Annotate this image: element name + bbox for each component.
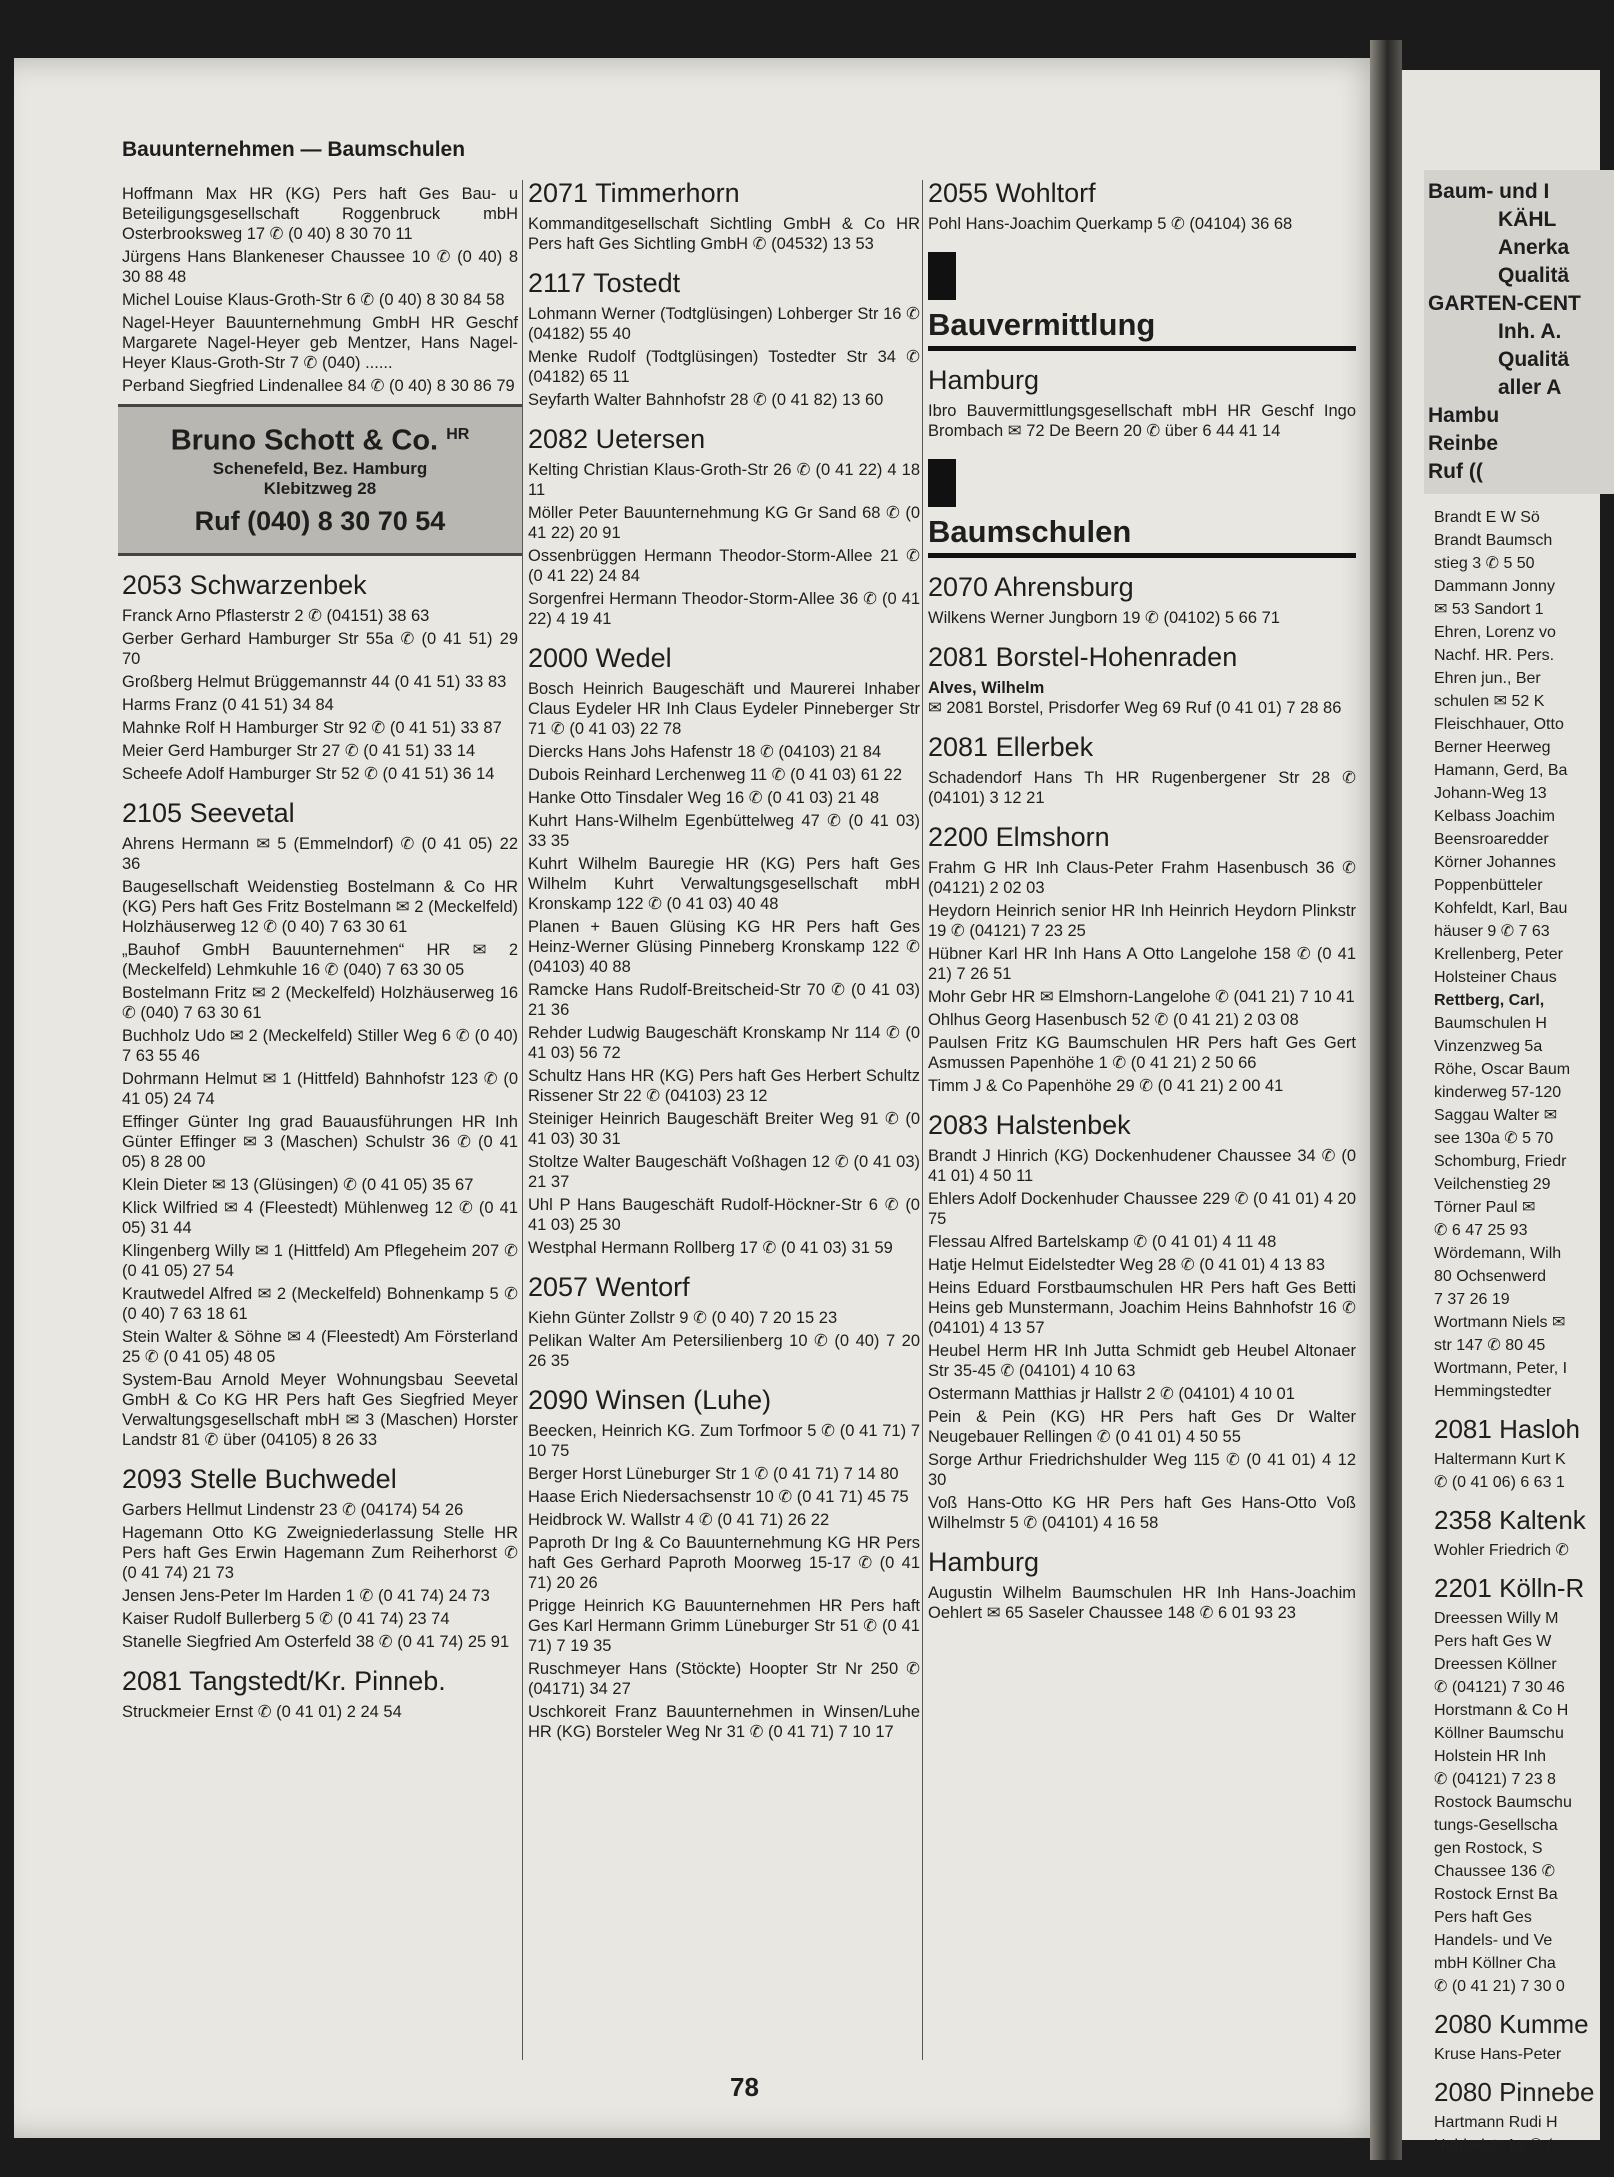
directory-entry: Effinger Günter Ing grad Bauausführungen HR Inh Günter Effinger ✉ 3 (Maschen) Schulstr 36 ✆ (0 41 05) 8 28 00 bbox=[122, 1112, 518, 1171]
directory-entry: Scheefe Adolf Hamburger Str 52 ✆ (0 41 51) 36 14 bbox=[122, 764, 495, 783]
directory-entry: Heins Eduard Forstbaumschulen HR Pers haft Ges Betti Heins geb Munstermann, Joachim Heins Bahnhofstr 16 ✆ (04101) 4 13 57 bbox=[928, 1279, 1356, 1337]
directory-entry: Seyfarth Walter Bahnhofstr 28 ✆ (0 41 82) 13 60 bbox=[528, 391, 884, 409]
directory-entry: Törner Paul ✉ bbox=[1434, 1199, 1536, 1216]
directory-entry: Mohr Gebr HR ✉ Elmshorn-Langelohe ✆ (041 21) 7 10 41 bbox=[928, 988, 1355, 1006]
directory-entry: Krellenberg, Peter bbox=[1434, 946, 1563, 963]
city-heading: 2000 Wedel bbox=[528, 643, 672, 673]
directory-entry: Bostelmann Fritz ✉ 2 (Meckelfeld) Holzhäuserweg 16 ✆ (040) 7 63 30 61 bbox=[122, 983, 518, 1022]
directory-entry: Nachf. HR. Pers. bbox=[1434, 647, 1555, 664]
ad-name-suffix: HR bbox=[446, 426, 470, 443]
directory-entry: Klingenberg Willy ✉ 1 (Hittfeld) Am Pflegeheim 207 ✆ (0 41 05) 27 54 bbox=[122, 1241, 518, 1280]
city-heading: 2201 Kölln-R bbox=[1434, 1573, 1585, 1603]
directory-entry: Hamann, Gerd, Ba bbox=[1434, 762, 1568, 779]
city-heading: 2081 Tangstedt/Kr. Pinneb. bbox=[122, 1665, 446, 1696]
ad-line: Qualitä bbox=[1498, 348, 1570, 371]
facing-page bbox=[1398, 70, 1600, 2154]
city-heading: 2082 Uetersen bbox=[528, 424, 706, 454]
directory-entry: Uhl P Hans Baugeschäft Rudolf-Höckner-Str 6 ✆ (0 41 03) 25 30 bbox=[528, 1196, 920, 1234]
directory-entry: Holsteiner Chaus bbox=[1434, 969, 1557, 986]
directory-entry: Beecken, Heinrich KG. Zum Torfmoor 5 ✆ (0 41 71) 7 10 75 bbox=[528, 1422, 920, 1460]
directory-entry: Menke Rudolf (Todtglüsingen) Tostedter Str 34 ✆ (04182) 65 11 bbox=[528, 348, 920, 386]
directory-entry: mbH Köllner Cha bbox=[1434, 1955, 1556, 1972]
ad-line: Hambu bbox=[1428, 404, 1500, 427]
column-rule bbox=[922, 180, 923, 2060]
directory-entry: Stoltze Walter Baugeschäft Voßhagen 12 ✆ (0 41 03) 21 37 bbox=[528, 1153, 920, 1191]
directory-entry: Uschkoreit Franz Bauunternehmen in Winsen/Luhe HR (KG) Borsteler Weg Nr 31 ✆ (0 41 71) 7 10 17 bbox=[528, 1703, 920, 1741]
directory-entry: Brandt Baumsch bbox=[1434, 532, 1553, 549]
directory-entry: ✆ (0 41 21) 7 30 0 bbox=[1434, 1978, 1565, 1995]
facing-page-ad bbox=[1424, 170, 1614, 494]
directory-entry: ✆ (04121) 7 30 46 bbox=[1434, 1679, 1565, 1696]
ad-phone: Ruf (040) 8 30 70 54 bbox=[194, 505, 446, 536]
directory-entry: Klein Dieter ✉ 13 (Glüsingen) ✆ (0 41 05) 35 67 bbox=[122, 1175, 474, 1194]
directory-entry: Pein & Pein (KG) HR Pers haft Ges Dr Walter Neugebauer Rellingen ✆ (0 41 01) 4 50 55 bbox=[928, 1408, 1356, 1446]
directory-entry: Horstmann & Co H bbox=[1434, 1702, 1569, 1719]
ad-address: Klebitzweg 28 bbox=[263, 478, 377, 498]
directory-entry: Heydorn Heinrich senior HR Inh Heinrich Heydorn Plinkstr 19 ✆ (04121) 7 23 25 bbox=[928, 902, 1356, 940]
city-heading: 2080 Kumme bbox=[1434, 2009, 1589, 2039]
directory-entry: Schadendorf Hans Th HR Rugenbergener Str 28 ✆ (04101) 3 12 21 bbox=[928, 769, 1356, 807]
directory-entry: Meier Gerd Hamburger Str 27 ✆ (0 41 51) 33 14 bbox=[122, 741, 476, 760]
page-number: 78 bbox=[730, 2072, 759, 2102]
directory-entry: Stein Walter & Söhne ✉ 4 (Fleestedt) Am Försterland 25 ✆ (0 41 05) 48 05 bbox=[122, 1327, 518, 1366]
city-heading: 2070 Ahrensburg bbox=[928, 572, 1134, 602]
directory-entry: Heidbrock W. Wallstr 4 ✆ (0 41 71) 26 22 bbox=[528, 1511, 830, 1529]
directory-entry: Schultz Hans HR (KG) Pers haft Ges Herbert Schultz Rissener Str 22 ✆ (04103) 23 12 bbox=[528, 1067, 920, 1105]
ad-line: GARTEN-CENT bbox=[1428, 292, 1581, 315]
city-heading: 2093 Stelle Buchwedel bbox=[122, 1463, 397, 1494]
directory-entry: Wortmann, Peter, I bbox=[1434, 1360, 1568, 1377]
city-heading: 2090 Winsen (Luhe) bbox=[528, 1385, 772, 1415]
section-title: Bauvermittlung bbox=[928, 308, 1356, 351]
directory-entry: Hoffmann Max HR (KG) Pers haft Ges Bau- u Beteiligungsgesellschaft Roggenbruck mbH Osterbrooksweg 17 ✆ (0 40) 8 30 70 11 bbox=[122, 185, 518, 243]
section-title: Baumschulen bbox=[928, 515, 1356, 558]
directory-entry: Berger Horst Lüneburger Str 1 ✆ (0 41 71) 7 14 80 bbox=[528, 1465, 899, 1483]
directory-entry: Mahnke Rolf H Hamburger Str 92 ✆ (0 41 51) 33 87 bbox=[122, 718, 502, 737]
directory-entry: Sorge Arthur Friedrichshulder Weg 115 ✆ (0 41 01) 4 12 30 bbox=[928, 1451, 1356, 1489]
section-marker bbox=[928, 459, 956, 507]
directory-entry: Fleischhauer, Otto bbox=[1434, 716, 1564, 733]
city-heading: Hamburg bbox=[928, 365, 1040, 395]
directory-entry: Pelikan Walter Am Petersilienberg 10 ✆ (0 40) 7 20 26 35 bbox=[528, 1332, 920, 1370]
city-heading: 2081 Hasloh bbox=[1434, 1414, 1580, 1444]
ad-line: Inh. A. bbox=[1498, 320, 1562, 343]
city-heading: 2057 Wentorf bbox=[528, 1272, 690, 1302]
directory-entry: kinderweg 57-120 bbox=[1434, 1084, 1562, 1101]
ad-line: aller A bbox=[1498, 376, 1562, 399]
directory-entry: Flessau Alfred Bartelskamp ✆ (0 41 01) 4 11 48 bbox=[928, 1233, 1277, 1251]
directory-entry: Pers haft Ges W bbox=[1434, 1633, 1552, 1650]
directory-entry: Kommanditgesellschaft Sichtling GmbH & Co HR Pers haft Ges Sichtling GmbH ✆ (04532) 13 53 bbox=[528, 215, 920, 253]
directory-entry: ✆ (04121) 7 23 8 bbox=[1434, 1771, 1556, 1788]
directory-entry: 7 37 26 19 bbox=[1434, 1291, 1510, 1308]
running-head: Bauunternehmen — Baumschulen bbox=[122, 138, 466, 161]
directory-entry: Dreessen Willy M bbox=[1434, 1610, 1559, 1627]
directory-entry: Körner Johannes bbox=[1434, 854, 1556, 871]
directory-entry: Rehder Ludwig Baugeschäft Kronskamp Nr 114 ✆ (0 41 03) 56 72 bbox=[528, 1024, 920, 1062]
directory-entry: gen Rostock, S bbox=[1434, 1840, 1543, 1857]
directory-entry: Hanke Otto Tinsdaler Weg 16 ✆ (0 41 03) 21 48 bbox=[528, 789, 880, 807]
directory-entry: Hagemann Otto KG Zweigniederlassung Stelle HR Pers haft Ges Erwin Hagemann Zum Reiherhorst ✆ (0 41 74) 21 73 bbox=[122, 1523, 518, 1582]
city-heading: 2117 Tostedt bbox=[528, 268, 681, 298]
directory-entry: Saggau Walter ✉ bbox=[1434, 1107, 1558, 1124]
directory-entry-bold: Rettberg, Carl, bbox=[1434, 992, 1545, 1009]
directory-entry: Hemmingstedter bbox=[1434, 1383, 1552, 1400]
directory-entry: Stanelle Siegfried Am Osterfeld 38 ✆ (0 41 74) 25 91 bbox=[122, 1632, 510, 1651]
directory-entry: Jürgens Hans Blankeneser Chaussee 10 ✆ (0 40) 8 30 88 48 bbox=[122, 248, 518, 286]
directory-entry: Prigge Heinrich KG Bauunternehmen HR Pers haft Ges Karl Hermann Grimm Lüneburger Str 51 ✆ (0 41 71) 7 19 35 bbox=[528, 1597, 920, 1655]
ad-line: Qualitä bbox=[1498, 264, 1570, 287]
directory-entry: Veilchenstieg 29 bbox=[1434, 1176, 1551, 1193]
directory-entry: Harms Franz (0 41 51) 34 84 bbox=[122, 695, 334, 714]
directory-entry: ✆ 6 47 25 93 bbox=[1434, 1222, 1528, 1239]
directory-entry: „Bauhof GmbH Bauunternehmen“ HR ✉ 2 (Meckelfeld) Lehmkuhle 16 ✆ (040) 7 63 30 05 bbox=[122, 940, 518, 979]
directory-entry: Chaussee 136 ✆ bbox=[1434, 1863, 1556, 1880]
directory-entry: Baumschulen H bbox=[1434, 1015, 1547, 1032]
directory-entry: Kuhrt Hans-Wilhelm Egenbüttelweg 47 ✆ (0 41 03) 33 35 bbox=[528, 812, 920, 850]
column-3 bbox=[928, 176, 1356, 1626]
directory-entry: Pohl Hans-Joachim Querkamp 5 ✆ (04104) 36 68 bbox=[928, 215, 1293, 233]
directory-entry: Röhe, Oscar Baum bbox=[1434, 1061, 1571, 1078]
ad-line: Baum- und I bbox=[1428, 180, 1550, 203]
ad-line: Reinbe bbox=[1428, 432, 1499, 455]
column-rule bbox=[522, 180, 523, 2060]
directory-entry: tungs-Gesellscha bbox=[1434, 1817, 1558, 1834]
directory-entry: Steiniger Heinrich Baugeschäft Breiter Weg 91 ✆ (0 41 03) 30 31 bbox=[528, 1110, 920, 1148]
city-heading: 2071 Timmerhorn bbox=[528, 178, 740, 208]
directory-entry: Timm J & Co Papenhöhe 29 ✆ (0 41 21) 2 00 41 bbox=[928, 1077, 1284, 1095]
directory-entry: Krautwedel Alfred ✉ 2 (Meckelfeld) Bohnenkamp 5 ✆ (0 40) 7 63 18 61 bbox=[122, 1284, 518, 1323]
ad-line: KÄHL bbox=[1498, 208, 1557, 231]
directory-entry: Hatje Helmut Eidelstedter Weg 28 ✆ (0 41 01) 4 13 83 bbox=[928, 1256, 1325, 1274]
section-heading bbox=[928, 252, 1356, 351]
directory-entry: Kuhrt Wilhelm Bauregie HR (KG) Pers haft Ges Wilhelm Kuhrt Verwaltungsgesellschaft mbH Kronskamp 122 ✆ (0 41 03) 40 48 bbox=[528, 855, 920, 913]
directory-entry: Michel Louise Klaus-Groth-Str 6 ✆ (0 40) 8 30 84 58 bbox=[122, 291, 505, 309]
ad-name-text: Bruno Schott & Co. bbox=[170, 424, 439, 457]
ad-company-name bbox=[126, 417, 514, 459]
entry-name: Alves, Wilhelm bbox=[928, 679, 1045, 697]
directory-entry: Kruse Hans-Peter bbox=[1434, 2046, 1562, 2063]
directory-entry: Westphal Hermann Rollberg 17 ✆ (0 41 03) 31 59 bbox=[528, 1239, 893, 1257]
directory-entry bbox=[928, 678, 1356, 718]
ad-address: Schenefeld, Bez. Hamburg bbox=[212, 458, 428, 478]
directory-entry: Brandt J Hinrich (KG) Dockenhudener Chaussee 34 ✆ (0 41 01) 4 50 11 bbox=[928, 1147, 1356, 1185]
directory-entry: Wilkens Werner Jungborn 19 ✆ (04102) 5 66 71 bbox=[928, 609, 1280, 627]
directory-entry: Nagel-Heyer Bauunternehmung GmbH HR Geschf Margarete Nagel-Heyer geb Mentzer, Hans Nagel-Heyer Klaus-Groth-Str 7 ✆ (040) ...... bbox=[122, 314, 518, 372]
directory-entry: Möller Peter Bauunternehmung KG Gr Sand 68 ✆ (0 41 22) 20 91 bbox=[528, 504, 920, 542]
directory-entry: Ruschmeyer Hans (Stöckte) Hoopter Str Nr 250 ✆ (04171) 34 27 bbox=[528, 1660, 920, 1698]
directory-entry: Ossenbrüggen Hermann Theodor-Storm-Allee 21 ✆ (0 41 22) 24 84 bbox=[528, 547, 920, 585]
entry-details: ✉ 2081 Borstel, Prisdorfer Weg 69 Ruf (0 41 01) 7 28 86 bbox=[928, 699, 1342, 717]
directory-entry: Dohrmann Helmut ✉ 1 (Hittfeld) Bahnhofstr 123 ✆ (0 41 05) 24 74 bbox=[122, 1069, 518, 1108]
directory-entry: Kelbass Joachim bbox=[1434, 808, 1555, 825]
column-2 bbox=[528, 176, 920, 1745]
section-marker bbox=[928, 252, 956, 300]
directory-entry: Bosch Heinrich Baugeschäft und Maurerei Inhaber Claus Eydeler HR Inh Claus Eydeler Pinneberger Str 71 ✆ (0 41 03) 22 78 bbox=[528, 680, 920, 738]
directory-entry: Schomburg, Friedr bbox=[1434, 1153, 1567, 1170]
directory-entry: Großberg Helmut Brüggemannstr 44 (0 41 51) 33 83 bbox=[122, 672, 507, 691]
directory-entry: str 147 ✆ 80 45 bbox=[1434, 1337, 1546, 1354]
directory-entry: 80 Ochsenwerd bbox=[1434, 1268, 1547, 1285]
directory-entry: Hartmann Rudi H bbox=[1434, 2114, 1558, 2131]
city-heading: Hamburg bbox=[928, 1547, 1040, 1577]
directory-entry: Pers haft Ges bbox=[1434, 1909, 1532, 1926]
directory-entry: schulen ✉ 52 K bbox=[1434, 693, 1545, 710]
directory-entry: Dreessen Köllner bbox=[1434, 1656, 1557, 1673]
directory-entry: Kelting Christian Klaus-Groth-Str 26 ✆ (0 41 22) 4 18 11 bbox=[528, 461, 920, 499]
ad-line: Ruf (( bbox=[1428, 460, 1483, 483]
directory-entry: Ehren, Lorenz vo bbox=[1434, 624, 1556, 641]
directory-entry: Brandt E W Sö bbox=[1434, 509, 1540, 526]
directory-entry: Vinzenzweg 5a bbox=[1434, 1038, 1543, 1055]
directory-entry: Hebbelstr 1a ✆ ( bbox=[1434, 2137, 1553, 2154]
directory-entry: Paulsen Fritz KG Baumschulen HR Pers haft Ges Gert Asmussen Papenhöhe 1 ✆ (0 41 21) 2 50 66 bbox=[928, 1034, 1356, 1072]
directory-entry: Holstein HR Inh bbox=[1434, 1748, 1547, 1765]
directory-entry: Haase Erich Niedersachsenstr 10 ✆ (0 41 71) 45 75 bbox=[528, 1488, 909, 1506]
directory-entry: Frahm G HR Inh Claus-Peter Frahm Hasenbusch 36 ✆ (04121) 2 02 03 bbox=[928, 859, 1356, 897]
advertisement-box bbox=[118, 404, 522, 556]
directory-entry: Wördemann, Wilh bbox=[1434, 1245, 1562, 1262]
directory-entry: ✉ 53 Sandort 1 bbox=[1434, 601, 1544, 618]
directory-entry: Diercks Hans Johs Hafenstr 18 ✆ (04103) 21 84 bbox=[528, 743, 882, 761]
city-heading: 2080 Pinnebe bbox=[1434, 2077, 1595, 2107]
directory-entry: Garbers Hellmut Lindenstr 23 ✆ (04174) 54 26 bbox=[122, 1500, 464, 1519]
directory-entry: Jensen Jens-Peter Im Harden 1 ✆ (0 41 74) 24 73 bbox=[122, 1586, 490, 1605]
directory-entry: Rostock Ernst Ba bbox=[1434, 1886, 1558, 1903]
directory-entry: Ehlers Adolf Dockenhuder Chaussee 229 ✆ (0 41 01) 4 20 75 bbox=[928, 1190, 1356, 1228]
city-heading: 2200 Elmshorn bbox=[928, 822, 1110, 852]
directory-entry: Hübner Karl HR Inh Hans A Otto Langelohe 158 ✆ (0 41 21) 7 26 51 bbox=[928, 945, 1356, 983]
directory-entry: Planen + Bauen Glüsing KG HR Pers haft Ges Heinz-Werner Glüsing Pinneberg Kronskamp 122 ✆ (04103) 40 88 bbox=[528, 918, 920, 976]
directory-entry: Beensroaredder bbox=[1434, 831, 1549, 848]
directory-entry: Buchholz Udo ✉ 2 (Meckelfeld) Stiller Weg 6 ✆ (0 40) 7 63 55 46 bbox=[122, 1026, 518, 1065]
directory-entry: Dammann Jonny bbox=[1434, 578, 1555, 595]
city-heading: 2358 Kaltenk bbox=[1434, 1505, 1586, 1535]
directory-entry: Wohler Friedrich ✆ bbox=[1434, 1542, 1569, 1559]
directory-entry: stieg 3 ✆ 5 50 bbox=[1434, 555, 1535, 572]
directory-entry: Handels- und Ve bbox=[1434, 1932, 1553, 1949]
directory-entry: Ahrens Hermann ✉ 5 (Emmelndorf) ✆ (0 41 05) 22 36 bbox=[122, 834, 518, 873]
directory-entry: Ohlhus Georg Hasenbusch 52 ✆ (0 41 21) 2 03 08 bbox=[928, 1011, 1299, 1029]
directory-entry: Heubel Herm HR Inh Jutta Schmidt geb Heubel Altonaer Str 35-45 ✆ (04101) 4 10 63 bbox=[928, 1342, 1356, 1380]
directory-entry: Baugesellschaft Weidenstieg Bostelmann & Co HR (KG) Pers haft Ges Fritz Bostelmann ✉ 2 (Meckelfeld) Holzhäuserweg 12 ✆ (0 40) 7 63 30 61 bbox=[122, 877, 518, 936]
directory-entry: Kohfeldt, Karl, Bau bbox=[1434, 900, 1568, 917]
city-heading: 2055 Wohltorf bbox=[928, 178, 1096, 208]
directory-entry: Voß Hans-Otto KG HR Pers haft Ges Hans-Otto Voß Wilhelmstr 5 ✆ (04101) 4 16 58 bbox=[928, 1494, 1356, 1532]
directory-entry: Sorgenfrei Hermann Theodor-Storm-Allee 36 ✆ (0 41 22) 4 19 41 bbox=[528, 590, 920, 628]
directory-entry: Rostock Baumschu bbox=[1434, 1794, 1572, 1811]
directory-entry: Perband Siegfried Lindenallee 84 ✆ (0 40) 8 30 86 79 bbox=[122, 377, 515, 395]
directory-entry: Franck Arno Pflasterstr 2 ✆ (04151) 38 63 bbox=[122, 606, 430, 625]
directory-entry: Wortmann Niels ✉ bbox=[1434, 1314, 1566, 1331]
directory-entry: Kiehn Günter Zollstr 9 ✆ (0 40) 7 20 15 23 bbox=[528, 1309, 838, 1327]
directory-entry: Haltermann Kurt K bbox=[1434, 1451, 1566, 1468]
city-heading: 2105 Seevetal bbox=[122, 797, 295, 828]
directory-entry: Paproth Dr Ing & Co Bauunternehmung KG HR Pers haft Ges Gerhard Paproth Moorweg 15-17 ✆ (0 41 71) 20 26 bbox=[528, 1534, 920, 1592]
directory-entry: Poppenbütteler bbox=[1434, 877, 1543, 894]
directory-entry: häuser 9 ✆ 7 63 bbox=[1434, 923, 1550, 940]
city-heading: 2081 Borstel-Hohenraden bbox=[928, 642, 1238, 672]
directory-entry: System-Bau Arnold Meyer Wohnungsbau Seevetal GmbH & Co KG HR Pers haft Ges Siegfried Meyer Verwaltungsgesellschaft mbH ✉ 3 (Maschen) Horster Landstr 81 ✆ über (04105) 8 26 33 bbox=[122, 1370, 518, 1449]
directory-entry: Ibro Bauvermittlungsgesellschaft mbH HR Geschf Ingo Brombach ✉ 72 De Beern 20 ✆ über 6 44 41 14 bbox=[928, 402, 1356, 440]
ad-line: Anerka bbox=[1498, 236, 1570, 259]
facing-page-column bbox=[1428, 170, 1614, 2159]
directory-entry: Köllner Baumschu bbox=[1434, 1725, 1564, 1742]
directory-entry: Ehren jun., Ber bbox=[1434, 670, 1541, 687]
city-heading: 2053 Schwarzenbek bbox=[122, 569, 367, 600]
directory-entry: Klick Wilfried ✉ 4 (Fleestedt) Mühlenweg 12 ✆ (0 41 05) 31 44 bbox=[122, 1198, 518, 1237]
directory-entry: Kaiser Rudolf Bullerberg 5 ✆ (0 41 74) 23 74 bbox=[122, 1609, 450, 1628]
book-gutter bbox=[1370, 40, 1402, 2160]
directory-entry: Dubois Reinhard Lerchenweg 11 ✆ (0 41 03) 61 22 bbox=[528, 766, 903, 784]
directory-entry: see 130a ✆ 5 70 bbox=[1434, 1130, 1554, 1147]
directory-entry: Lohmann Werner (Todtglüsingen) Lohberger Str 16 ✆ (04182) 55 40 bbox=[528, 305, 920, 343]
directory-entry: Struckmeier Ernst ✆ (0 41 01) 2 24 54 bbox=[122, 1702, 402, 1721]
city-heading: 2083 Halstenbek bbox=[928, 1110, 1131, 1140]
section-heading bbox=[928, 459, 1356, 558]
directory-entry: Gerber Gerhard Hamburger Str 55a ✆ (0 41 51) 29 70 bbox=[122, 629, 518, 668]
column-1 bbox=[122, 184, 518, 1725]
directory-entry: ✆ (0 41 06) 6 63 1 bbox=[1434, 1474, 1565, 1491]
directory-entry: Augustin Wilhelm Baumschulen HR Inh Hans-Joachim Oehlert ✉ 65 Saseler Chaussee 148 ✆ 6 01 93 23 bbox=[928, 1584, 1356, 1622]
directory-entry: Johann-Weg 13 bbox=[1434, 785, 1547, 802]
directory-entry: Ramcke Hans Rudolf-Breitscheid-Str 70 ✆ (0 41 03) 21 36 bbox=[528, 981, 920, 1019]
directory-entry: Berner Heerweg bbox=[1434, 739, 1551, 756]
directory-entry: Ostermann Matthias jr Hallstr 2 ✆ (04101) 4 10 01 bbox=[928, 1385, 1295, 1403]
city-heading: 2081 Ellerbek bbox=[928, 732, 1094, 762]
